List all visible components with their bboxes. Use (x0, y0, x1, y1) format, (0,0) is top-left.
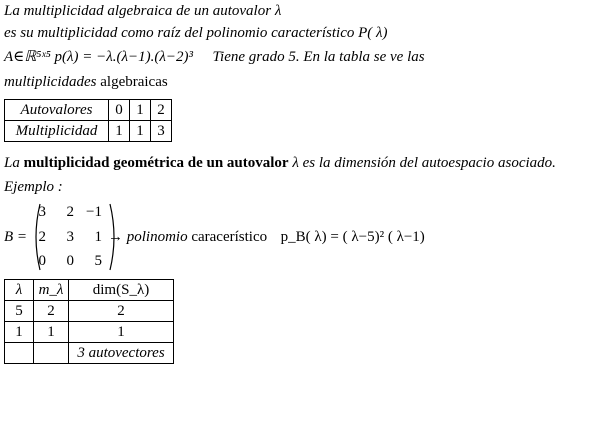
example-label: Ejemplo : (4, 179, 63, 195)
matrix-label: B = (4, 229, 28, 245)
table-row: Autovalores 0 1 2 (5, 100, 172, 121)
degree-text: Tiene grado 5. En la tabla se ve las (212, 49, 425, 65)
intro-line-3 (4, 48, 425, 66)
geometric-definition: La multiplicidad geométrica de un autovalor λ es la dimensión del autoespacio asociado. (4, 155, 556, 171)
characteristic-polynomial: → polinomio caracerístico p_B( λ) = ( λ−5)² ( λ−1) (108, 229, 425, 245)
matrix-row: 2 3 1 (38, 229, 102, 245)
matrix-row: 0 0 5 (38, 253, 102, 269)
geometric-multiplicity-table (4, 279, 174, 364)
intro-line-1: La multiplicidad algebraica de un autovalor λ (4, 3, 282, 19)
algebraic-multiplicity-table (4, 99, 172, 142)
table-row: λ m_λ dim(S_λ) (5, 280, 174, 301)
table-row: Multiplicidad 1 1 3 (5, 121, 172, 142)
matrix-row: 3 2 −1 (38, 204, 102, 220)
polynomial-expression: A∈ℝ⁵ˣ⁵ p(λ) = −λ.(λ−1).(λ−2)³ (4, 49, 194, 65)
table-row: 5 2 2 (5, 301, 174, 322)
intro-line-4: multiplicidades algebraicas (4, 74, 168, 90)
table-row: 1 1 1 (5, 322, 174, 343)
intro-line-2: es su multiplicidad como raíz del polinomio característico P( λ) (4, 25, 388, 41)
table-row: 3 autovectores (5, 343, 174, 364)
